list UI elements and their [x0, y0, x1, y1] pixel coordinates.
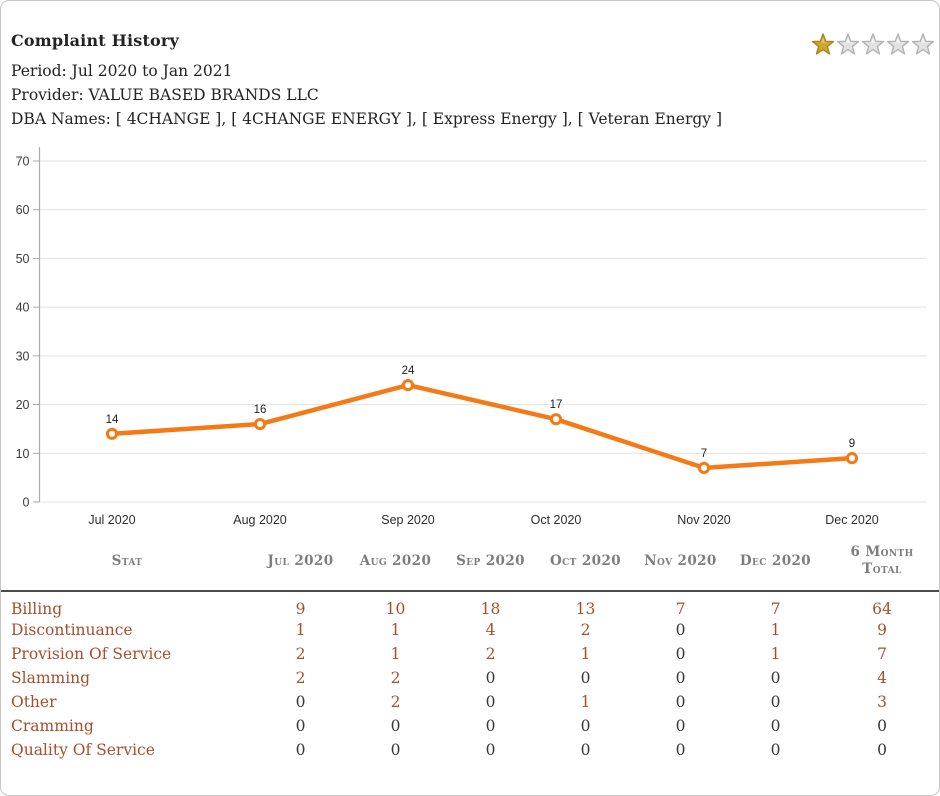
stat-value: 1 — [295, 621, 306, 639]
star-shape — [913, 34, 934, 54]
data-point-marker — [107, 429, 116, 438]
x-category-label: Dec 2020 — [825, 513, 879, 527]
period-text: Period: Jul 2020 to Jan 2021 — [11, 62, 233, 80]
table-row — [1, 618, 940, 642]
y-tick-label: 60 — [15, 203, 30, 218]
stat-value: 2 — [580, 621, 591, 639]
stat-value: 0 — [295, 717, 306, 735]
stat-value: 0 — [770, 693, 781, 711]
stat-value: 4 — [485, 621, 496, 639]
data-point-label: 17 — [549, 399, 563, 412]
x-category-label: Oct 2020 — [530, 513, 582, 527]
column-header: Stat — [111, 552, 143, 569]
stat-value: 2 — [295, 645, 306, 663]
x-category-label: Aug 2020 — [233, 513, 287, 527]
stat-value: 0 — [770, 717, 781, 735]
star-shape — [813, 34, 834, 54]
stat-value: 1 — [770, 621, 781, 639]
star-filled-icon — [811, 32, 835, 58]
stat-value: 0 — [485, 741, 496, 759]
stat-value: 0 — [485, 693, 496, 711]
stat-value: 0 — [770, 669, 781, 687]
series-line — [112, 385, 852, 468]
star-empty-icon — [861, 32, 885, 58]
data-point-label: 14 — [105, 413, 119, 426]
column-header: Jul 2020 — [267, 552, 334, 569]
stat-value: 0 — [390, 741, 401, 759]
stat-label: Slamming — [11, 669, 91, 687]
star-shape — [838, 34, 859, 54]
data-point-label: 16 — [253, 404, 267, 417]
star-empty-icon — [836, 32, 860, 58]
stat-value: 1 — [390, 645, 401, 663]
stat-value: 18 — [480, 600, 501, 618]
y-tick-label: 30 — [15, 349, 30, 364]
y-tick-label: 20 — [15, 398, 30, 413]
x-category-label: Sep 2020 — [381, 513, 435, 527]
stat-value: 7 — [675, 600, 686, 618]
y-tick-label: 10 — [15, 446, 30, 461]
stat-value: 0 — [675, 621, 686, 639]
stat-value: 3 — [877, 693, 887, 711]
y-tick-label: 0 — [22, 495, 30, 510]
page-title: Complaint History — [11, 31, 180, 50]
stat-value: 2 — [390, 693, 401, 711]
stat-value: 0 — [770, 741, 781, 759]
table-header — [1, 538, 940, 591]
column-header-label: 6 Month Total — [850, 544, 914, 577]
star-shape — [888, 34, 909, 54]
stat-value: 9 — [295, 600, 306, 618]
stat-value: 13 — [575, 600, 596, 618]
column-header: Nov 2020 — [644, 552, 717, 569]
table-header-row — [1, 538, 940, 591]
column-header: Dec 2020 — [739, 552, 812, 569]
stat-value: 0 — [877, 741, 887, 759]
chart-container — [1, 147, 939, 532]
star-rating — [811, 32, 935, 58]
column-header: Oct 2020 — [549, 552, 622, 569]
data-point-marker — [255, 419, 264, 428]
stat-value: 7 — [770, 600, 781, 618]
data-point-marker — [699, 463, 708, 472]
data-point-label: 7 — [700, 447, 708, 460]
stat-value: 0 — [295, 693, 306, 711]
stat-value: 0 — [390, 717, 401, 735]
stat-value: 4 — [877, 669, 887, 687]
star-empty-icon — [911, 32, 935, 58]
stat-label: Discontinuance — [11, 621, 133, 639]
table-body — [1, 591, 940, 762]
stat-label: Provision Of Service — [11, 645, 172, 663]
data-point-marker — [551, 415, 560, 424]
stat-value: 0 — [675, 693, 686, 711]
table-row — [1, 666, 940, 690]
stat-label: Quality Of Service — [11, 741, 155, 759]
column-header — [823, 538, 940, 591]
stat-value: 0 — [675, 741, 686, 759]
stat-value: 7 — [877, 645, 887, 663]
stat-value: 2 — [485, 645, 496, 663]
star-shape — [863, 34, 884, 54]
stat-value: 1 — [390, 621, 401, 639]
data-point-marker — [847, 454, 856, 463]
stat-value: 1 — [580, 693, 591, 711]
stat-label: Cramming — [11, 717, 94, 735]
report-header — [1, 1, 939, 131]
stat-value: 0 — [295, 741, 306, 759]
table-row — [1, 690, 940, 714]
stat-value: 0 — [580, 741, 591, 759]
y-tick-label: 40 — [15, 300, 30, 315]
stat-value: 0 — [675, 717, 686, 735]
stat-label: Billing — [11, 600, 63, 618]
stat-value: 2 — [390, 669, 401, 687]
table-row — [1, 642, 940, 666]
dba-names-text: DBA Names: [ 4CHANGE ], [ 4CHANGE ENERGY ], [ Express Energy ], [ Veteran Energy ] — [11, 110, 723, 128]
x-category-label: Jul 2020 — [88, 513, 136, 527]
provider-text: Provider: VALUE BASED BRANDS LLC — [11, 86, 319, 104]
stat-value: 10 — [385, 600, 406, 618]
complaint-stats-table — [1, 538, 940, 762]
stat-value: 0 — [675, 669, 686, 687]
stat-value: 0 — [485, 717, 496, 735]
stat-value: 0 — [580, 669, 591, 687]
x-category-label: Nov 2020 — [677, 513, 731, 527]
data-point-label: 9 — [848, 438, 856, 451]
table-row — [1, 738, 940, 762]
data-point-label: 24 — [401, 365, 415, 378]
table-row — [1, 591, 940, 618]
data-point-marker — [403, 380, 412, 389]
stat-value: 0 — [877, 717, 887, 735]
column-header: Sep 2020 — [456, 552, 525, 569]
column-header: Aug 2020 — [359, 552, 432, 569]
stat-value: 64 — [872, 600, 892, 618]
stat-value: 9 — [877, 621, 887, 639]
stat-value: 2 — [295, 669, 306, 687]
y-tick-label: 50 — [15, 251, 30, 266]
complaint-history-chart — [1, 147, 940, 532]
stat-value: 1 — [770, 645, 781, 663]
stat-value: 1 — [580, 645, 591, 663]
y-tick-label: 70 — [15, 154, 30, 169]
stat-value: 0 — [675, 645, 686, 663]
stat-value: 0 — [485, 669, 496, 687]
stat-value: 0 — [580, 717, 591, 735]
stat-label: Other — [11, 693, 57, 711]
table-row — [1, 714, 940, 738]
star-empty-icon — [886, 32, 910, 58]
